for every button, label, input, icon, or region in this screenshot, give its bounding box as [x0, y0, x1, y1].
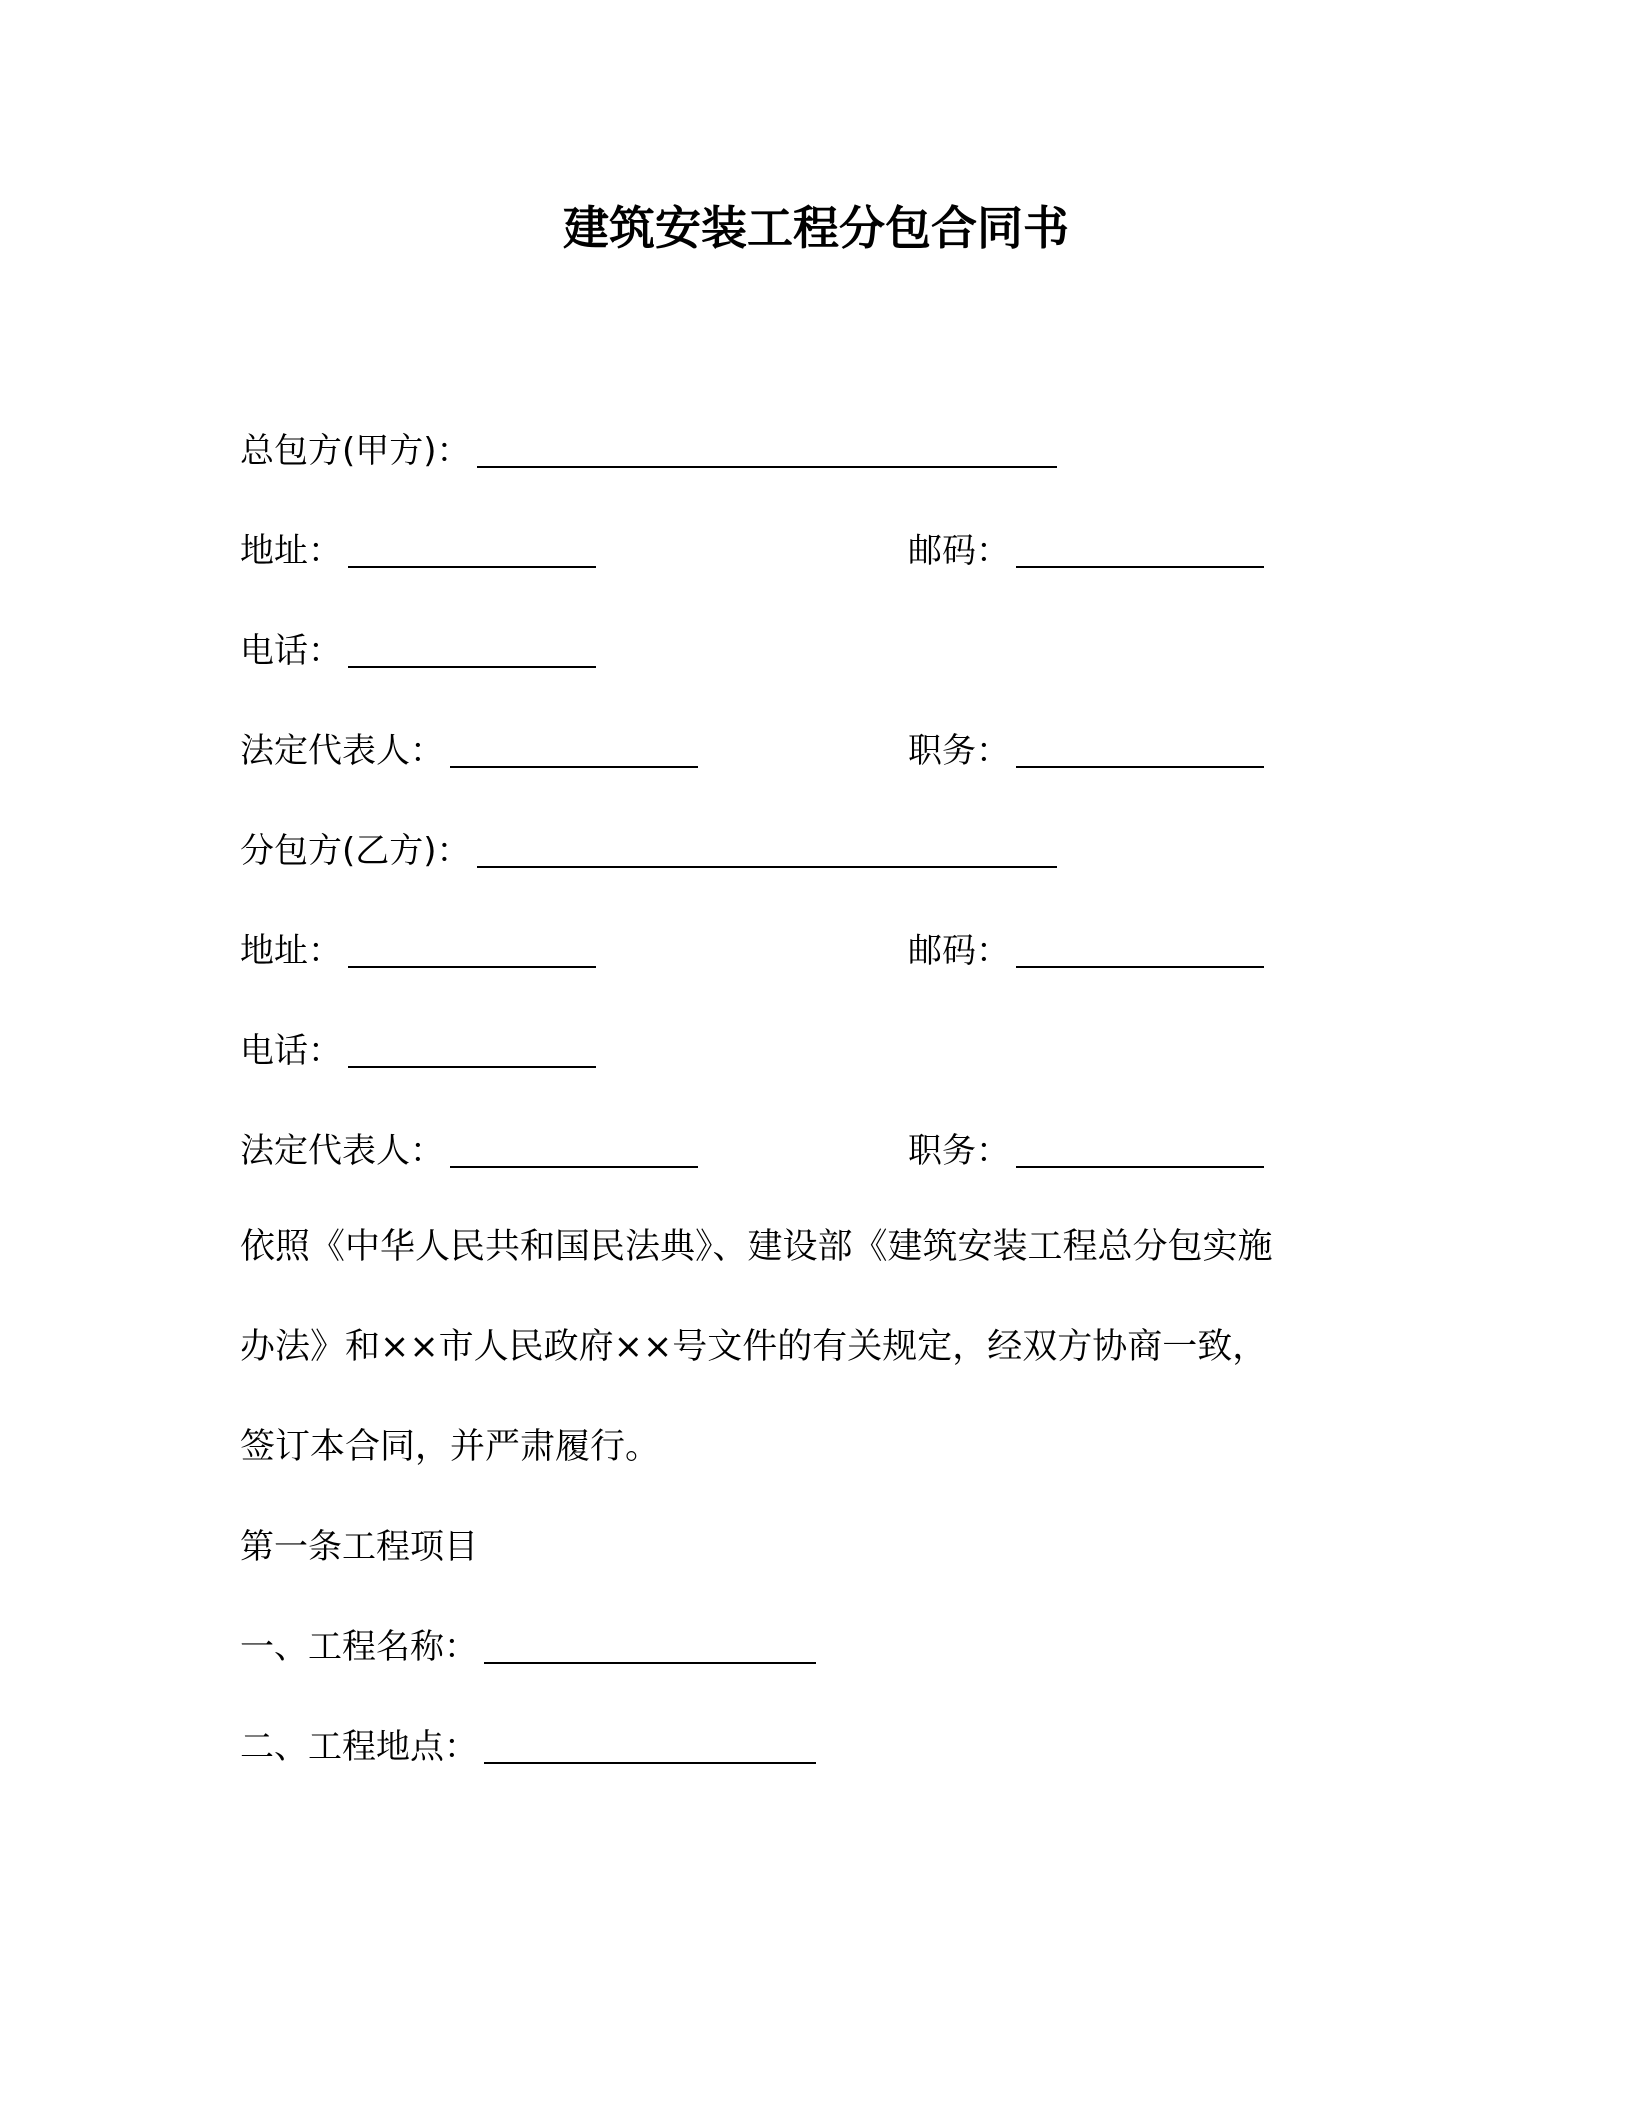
party-a-phone-row	[240, 626, 596, 676]
party-b-position-row	[908, 1126, 1264, 1176]
preamble-line-2: 办法》和××市人民政府××号文件的有关规定，经双方协商一致，	[240, 1327, 1268, 1367]
party-a-postcode-label: 邮码：	[908, 531, 1010, 571]
article-1-heading: 第一条工程项目	[240, 1527, 478, 1567]
party-a-postcode-blank[interactable]	[1016, 534, 1264, 568]
party-a-address-row	[240, 526, 596, 576]
party-a-position-row	[908, 726, 1264, 776]
party-a-address-label: 地址：	[240, 531, 342, 571]
party-a-position-label: 职务：	[908, 731, 1010, 771]
party-b-postcode-blank[interactable]	[1016, 934, 1264, 968]
party-b-position-blank[interactable]	[1016, 1134, 1264, 1168]
party-a-address-blank[interactable]	[348, 534, 596, 568]
project-location-blank[interactable]	[484, 1730, 816, 1764]
party-b-address-label: 地址：	[240, 931, 342, 971]
party-b-name-blank[interactable]	[477, 834, 1057, 868]
preamble-line-3: 签订本合同，并严肃履行。	[240, 1427, 661, 1467]
document-title: 建筑安装工程分包合同书	[563, 201, 1069, 255]
project-name-row	[240, 1622, 816, 1672]
party-a-name-row	[240, 426, 1057, 476]
project-name-blank[interactable]	[484, 1630, 816, 1664]
party-b-position-label: 职务：	[908, 1131, 1010, 1171]
party-a-legal-rep-row	[240, 726, 698, 776]
party-b-legal-rep-label: 法定代表人：	[240, 1131, 444, 1171]
party-b-phone-label: 电话：	[240, 1031, 342, 1071]
party-b-name-row	[240, 826, 1057, 876]
party-b-address-row	[240, 926, 596, 976]
project-location-label: 二、工程地点：	[240, 1727, 478, 1767]
party-a-position-blank[interactable]	[1016, 734, 1264, 768]
party-b-postcode-label: 邮码：	[908, 931, 1010, 971]
party-a-legal-rep-blank[interactable]	[450, 734, 698, 768]
party-a-phone-label: 电话：	[240, 631, 342, 671]
party-b-legal-rep-row	[240, 1126, 698, 1176]
party-a-name-blank[interactable]	[477, 434, 1057, 468]
party-b-phone-row	[240, 1026, 596, 1076]
party-a-postcode-row	[908, 526, 1264, 576]
party-b-name-label: 分包方(乙方)：	[240, 831, 471, 871]
project-name-label: 一、工程名称：	[240, 1627, 478, 1667]
party-b-phone-blank[interactable]	[348, 1034, 596, 1068]
party-a-name-label: 总包方(甲方)：	[240, 431, 471, 471]
party-b-address-blank[interactable]	[348, 934, 596, 968]
project-location-row	[240, 1722, 816, 1772]
party-a-legal-rep-label: 法定代表人：	[240, 731, 444, 771]
preamble-line-1: 依照《中华人民共和国民法典》、建设部《建筑安装工程总分包实施	[240, 1227, 1273, 1267]
party-a-phone-blank[interactable]	[348, 634, 596, 668]
party-b-legal-rep-blank[interactable]	[450, 1134, 698, 1168]
party-b-postcode-row	[908, 926, 1264, 976]
